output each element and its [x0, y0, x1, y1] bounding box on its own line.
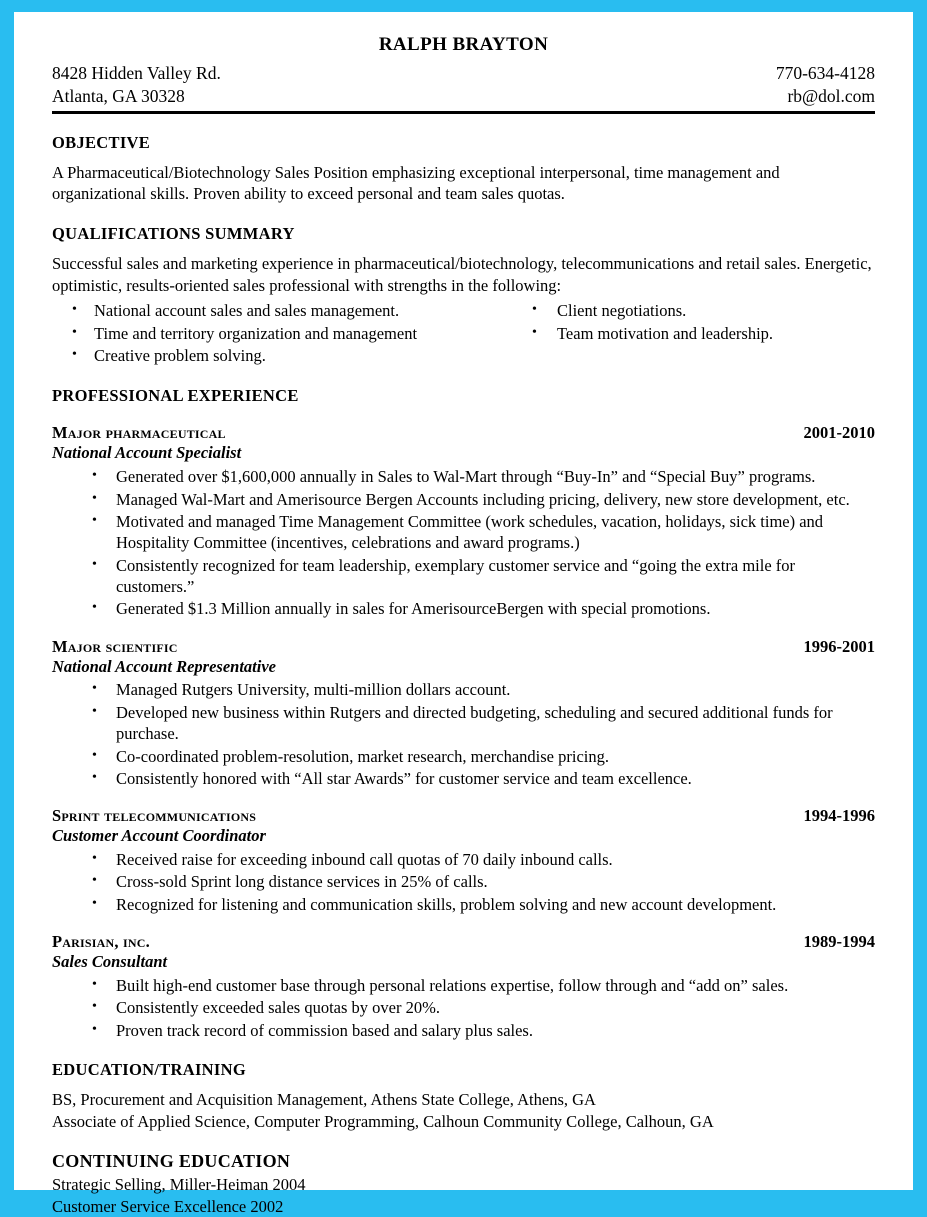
employment-dates: 2001-2010	[803, 423, 875, 443]
list-item	[52, 975, 875, 996]
bullet-icon: •	[92, 1021, 97, 1037]
continuing-education-line: Customer Service Excellence 2002	[52, 1196, 284, 1216]
achievement-list	[52, 849, 875, 915]
list-item-label: Consistently recognized for team leadership, exemplary customer service and “going the extra mile for customers.”	[116, 555, 796, 596]
job-title: Customer Account Coordinator	[52, 826, 266, 846]
education-line: BS, Procurement and Acquisition Management, Athens State College, Athens, GA	[52, 1090, 596, 1109]
list-item-label: Creative problem solving.	[94, 345, 266, 365]
list-item	[52, 768, 875, 789]
list-item-label: Managed Rutgers University, multi-million dollars account.	[116, 680, 511, 700]
list-item	[52, 702, 875, 745]
employer-name: Major pharmaceutical	[52, 423, 226, 443]
achievement-list	[52, 679, 875, 789]
bullet-icon: •	[92, 600, 97, 616]
experience-entry	[52, 932, 875, 1041]
list-item	[52, 746, 875, 767]
phone-number: 770-634-4128	[775, 62, 875, 83]
objective-text: A Pharmaceutical/Biotechnology Sales Position emphasizing exceptional interpersonal, time management and organizational skills. Proven ability to exceed personal and team sales quotas.	[52, 162, 780, 204]
list-item-label: Proven track record of commission based and salary plus sales.	[116, 1020, 533, 1040]
qualifications-column-left	[52, 298, 507, 367]
list-item	[507, 323, 875, 344]
experience-entry-header	[52, 423, 875, 443]
candidate-name: RALPH BRAYTON	[378, 34, 549, 55]
list-item-label: Time and territory organization and management	[94, 323, 418, 343]
list-item	[52, 849, 875, 870]
bullet-icon: •	[72, 346, 77, 362]
list-item-label: Recognized for listening and communication skills, problem solving and new account development.	[116, 894, 777, 914]
job-title: National Account Specialist	[52, 443, 242, 463]
experience-entry-header	[52, 806, 875, 826]
list-item	[52, 555, 875, 598]
list-item-label: Motivated and managed Time Management Committee (work schedules, vacation, holidays, sick time) and Hospitality Committee (incentives, celebrations and award programs.)	[116, 511, 824, 553]
job-title: Sales Consultant	[52, 952, 168, 972]
bullet-icon: •	[72, 302, 77, 318]
experience-entry	[52, 806, 875, 915]
list-item	[507, 300, 875, 321]
bullet-icon: •	[92, 873, 97, 889]
section-heading-objective: OBJECTIVE	[52, 132, 151, 152]
address-line-1: 8428 Hidden Valley Rd.	[52, 62, 221, 83]
section-heading-qualifications: QUALIFICATIONS SUMMARY	[52, 224, 295, 244]
qualifications-column-right	[507, 298, 875, 367]
achievement-list	[52, 975, 875, 1041]
header-divider	[52, 111, 875, 114]
list-item	[52, 1020, 875, 1041]
resume-content	[52, 32, 875, 1217]
list-item-label: Generated $1.3 Million annually in sales for AmerisourceBergen with special promotions.	[116, 599, 711, 619]
list-item-label: Co-coordinated problem-resolution, market research, merchandise pricing.	[116, 746, 609, 766]
bullet-icon: •	[92, 468, 97, 484]
section-heading-continuing-education: CONTINUING EDUCATION	[52, 1151, 291, 1172]
education-line: Associate of Applied Science, Computer Programming, Calhoun Community College, Calhoun, GA	[52, 1111, 714, 1131]
employer-name: Parisian, inc.	[52, 932, 150, 952]
list-item	[52, 466, 875, 487]
bullet-icon: •	[92, 851, 97, 867]
employer-name: Major scientific	[52, 636, 178, 656]
contact-block	[52, 62, 875, 108]
list-item-label: Client negotiations.	[557, 301, 687, 321]
contact-details	[776, 62, 875, 108]
list-item-label: Consistently honored with “All star Awards” for customer service and team excellence.	[116, 768, 692, 788]
employer-name: Sprint telecommunications	[52, 806, 257, 826]
list-item-label: Developed new business within Rutgers and directed budgeting, scheduling and secured additional funds for purchase.	[116, 702, 833, 744]
list-item-label: Consistently exceeded sales quotas by over 20%.	[116, 998, 440, 1018]
experience-entry-header	[52, 637, 875, 657]
address-line-2: Atlanta, GA 30328	[52, 85, 185, 106]
employment-dates: 1994-1996	[803, 806, 875, 826]
list-item	[52, 345, 507, 366]
experience-entry-header	[52, 932, 875, 952]
qualifications-list-right	[507, 300, 875, 344]
email-address[interactable]: rb@dol.com	[787, 85, 875, 106]
bullet-icon: •	[92, 999, 97, 1015]
list-item-label: Managed Wal-Mart and Amerisource Bergen Accounts including pricing, delivery, new store development, etc.	[116, 489, 850, 509]
bullet-icon: •	[92, 769, 97, 785]
list-item	[52, 489, 875, 510]
address-block	[52, 62, 221, 108]
bullet-icon: •	[92, 703, 97, 719]
continuing-education-line: Strategic Selling, Miller-Heiman 2004	[52, 1175, 306, 1195]
bullet-icon: •	[92, 895, 97, 911]
list-item	[52, 871, 875, 892]
bullet-icon: •	[92, 556, 97, 572]
bullet-icon: •	[92, 512, 97, 528]
list-item	[52, 679, 875, 700]
bullet-icon: •	[92, 747, 97, 763]
list-item-label: Built high-end customer base through personal relations expertise, follow through and “add on” sales.	[116, 975, 789, 995]
bullet-icon: •	[92, 490, 97, 506]
list-item	[52, 997, 875, 1018]
list-item	[52, 511, 875, 554]
bullet-icon: •	[92, 976, 97, 992]
qualifications-intro: Successful sales and marketing experience in pharmaceutical/biotechnology, telecommunications and retail sales. Energetic, optimistic, results-oriented sales professional with strengths in the following:	[52, 254, 872, 295]
experience-entry	[52, 423, 875, 619]
bullet-icon: •	[532, 302, 537, 318]
qualifications-columns	[52, 298, 875, 367]
list-item-label: Generated over $1,600,000 annually in Sales to Wal-Mart through “Buy-In” and “Special Buy” programs.	[116, 467, 816, 487]
bullet-icon: •	[72, 324, 77, 340]
employment-dates: 1989-1994	[803, 932, 875, 952]
section-heading-experience: PROFESSIONAL EXPERIENCE	[52, 386, 299, 406]
section-heading-education: EDUCATION/TRAINING	[52, 1060, 246, 1079]
experience-entry	[52, 637, 875, 790]
list-item	[52, 598, 875, 619]
list-item-label: Received raise for exceeding inbound call quotas of 70 daily inbound calls.	[116, 850, 613, 870]
list-item	[52, 300, 507, 321]
employment-dates: 1996-2001	[803, 636, 875, 656]
bullet-icon: •	[532, 324, 537, 340]
achievement-list	[52, 466, 875, 620]
list-item	[52, 894, 875, 915]
list-item-label: Cross-sold Sprint long distance services in 25% of calls.	[116, 872, 488, 892]
list-item-label: Team motivation and leadership.	[557, 323, 774, 343]
resume-page	[14, 12, 913, 1216]
bullet-icon: •	[92, 681, 97, 697]
job-title: National Account Representative	[52, 656, 276, 676]
qualifications-list-left	[52, 300, 507, 366]
list-item	[52, 323, 507, 344]
list-item-label: National account sales and sales management.	[94, 301, 400, 321]
